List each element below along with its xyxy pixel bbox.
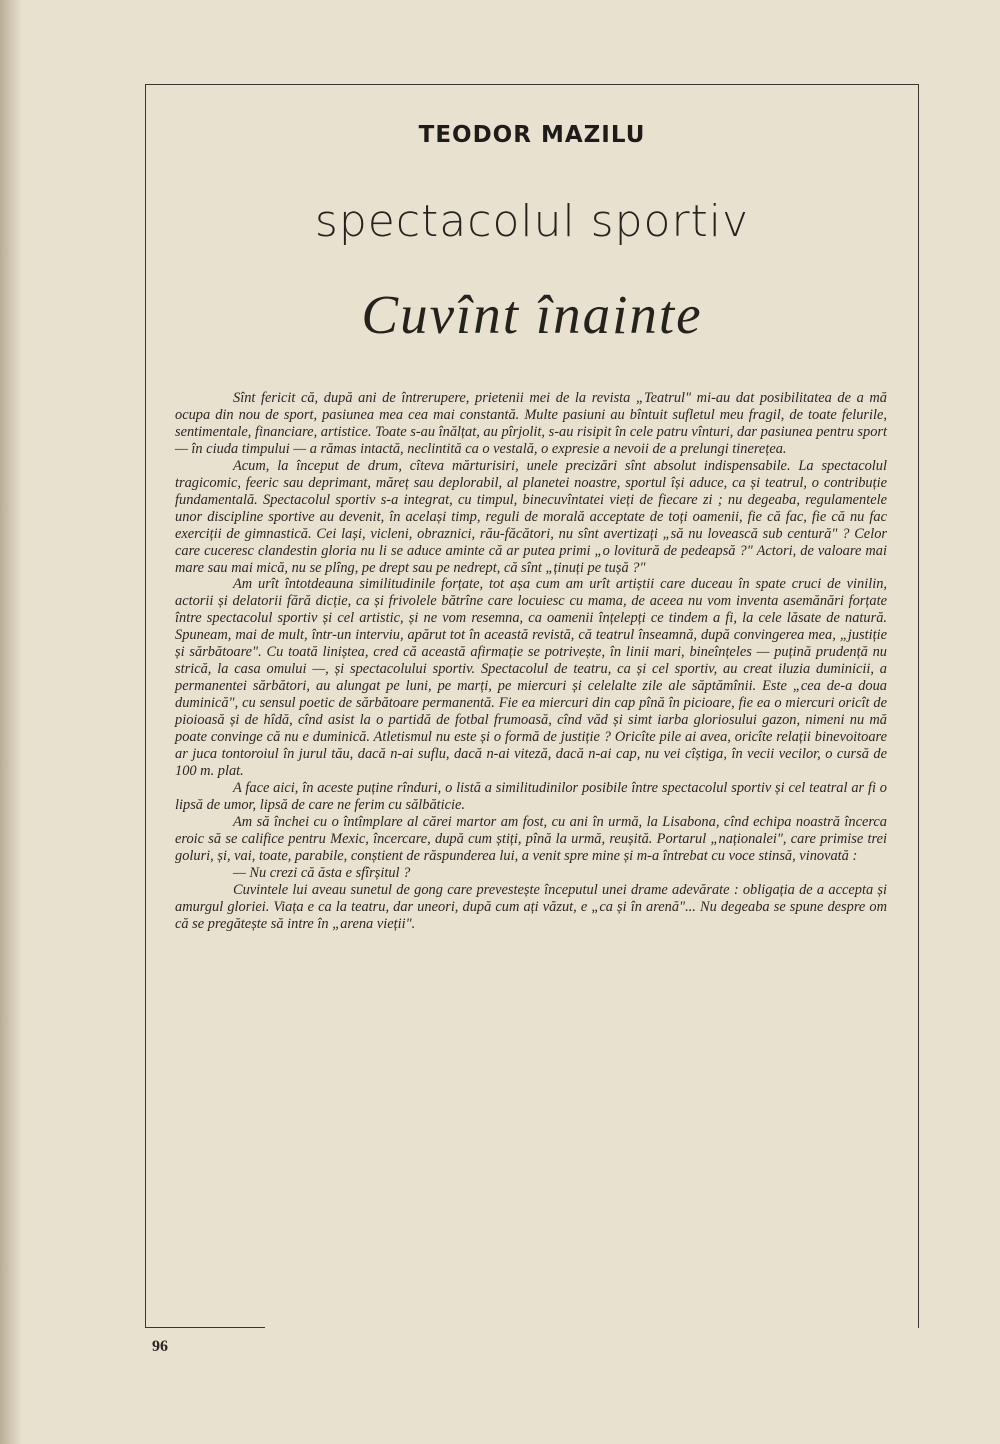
paragraph: A face aici, în aceste puține rînduri, o listă a similitudinilor posibile între spectacolul sportiv și cel teatral ar fi o lipsă de umor, lipsă de care ne ferim cu sălbăticie. [175,779,887,813]
author-name: TEODOR MAZILU [418,122,646,148]
page-number: 96 [152,1338,168,1355]
article-title: spectacolul sportiv [314,196,750,247]
paragraph: Sînt fericit că, după ani de întrerupere, prietenii mei de la revista „Teatrul" mi-au dat posibilitatea de a mă ocupa din nou de sport, pasiunea mea cea mai constantă. Multe pasiuni au bîntuit sufletul meu fragil, de toate felurile, sentimentale, financiare, artistice. Toate s-au înălțat, au pîrjolit, s-au risipit în cele patru vînturi, dar pasiunea pentru sport — în ciuda timpului — a rămas intactă, neclintită ca o vestală, o expresie a nevoii de a prelungi tinerețea. [175,390,887,457]
section-subtitle: Cuvînt înainte [361,284,703,345]
paragraph: — Nu crezi că ăsta e sfîrșitul ? [233,864,411,881]
frame-bottom-rule [145,1327,265,1328]
article-body [175,390,887,933]
page-edge-shadow [0,0,22,1444]
paragraph: Cuvintele lui aveau sunetul de gong care prevestește începutul unei drame adevărate : obligația de a accepta și amurgul gloriei. Viața e ca la teatru, dar uneori, după cum ați văzut, e „ca și în arenă"... Nu degeaba se spune despre om că se pregătește să intre în „arena vieții". [175,881,887,932]
paragraph: Acum, la început de drum, cîteva mărturisiri, unele precizări sînt absolut indispensabile. La spectacolul tragicomic, feeric sau deprimant, măreț sau deplorabil, al planetei noastre, sportul își aduce, ca și teatrul, o contribuție fundamentală. Spectacolul sportiv s-a integrat, cu timpul, binecuvîntatei vieți de fiecare zi ; nu degeaba, regulamentele unor discipline sportive au devenit, în același timp, reguli de morală acceptate de toți oamenii, fie că fac, fie că nu fac exerciții de gimnastică. Cei lași, vicleni, obraznici, rău-făcători, nu sînt avertizați „să nu lovească sub centură" ? Celor care cuceresc clandestin gloria nu li se aduce aminte că ar putea primi „o lovitură de pedeapsă ?" Actori, de valoare mai mare sau mai mică, nu se plîng, pe drept sau pe nedrept, că sînt „ținuți pe tușă ?" [175,457,887,576]
paragraph: Am urît întotdeauna similitudinile forțate, tot așa cum am urît artiștii care duceau în spate cruci de vinilin, actorii și delatorii fără dicție, ca și frivolele bătrîne care locuiesc cu mama, de aceea nu vom inventa asemănări forțate între spectacolul sportiv și cel artistic, și ne vom resemna, ca oamenii înțelepți ce tindem a fi, la cele lăsate de natură. Spuneam, mai de mult, într-un interviu, apărut tot în această revistă, că teatrul înseamnă, după convingerea mea, „justiție și sărbătoare". Cu toată liniștea, cred că această afirmație se potrivește, în linii mari, bineînțeles — puțină prudență nu strică, la casa omului —, și spectacolului sportiv. Spectacolul de teatru, ca și cel sportiv, au creat iluzia duminicii, a permanentei sărbători, au alungat pe luni, pe marți, pe miercuri și celelalte zile ale săptămînii. Este „cea de-a doua duminică", cu sensul poetic de sărbătoare permanentă. Fie ea miercuri din cap pînă în picioare, fie ea o miercuri oricît de pioioasă și de hîdă, cînd asist la o partidă de fotbal frumoasă, cînd văd și simt iarba gloriosului gazon, nimeni nu mă poate convinge că nu e duminică. Atletismul nu este și o formă de justiție ? Oricîte pile ai avea, oricîte relații binevoitoare ar juca tontoroiul în jurul tău, dacă n-ai suflu, dacă n-ai viteză, dacă n-ai cap, nu vei cîștiga, în vecii vecilor, o cursă de 100 m. plat. [175,576,887,779]
paragraph: Am să închei cu o întîmplare al cărei martor am fost, cu ani în urmă, la Lisabona, cînd echipa noastră încerca eroic să se califice pentru Mexic, încercare, după cum știți, pînă la urmă, reușită. Portarul „naționalei", care primise trei goluri, și, vai, toate, parabile, conștient de răspunderea lui, a venit spre mine și m-a întrebat cu voce stinsă, vinovată : [175,813,887,864]
